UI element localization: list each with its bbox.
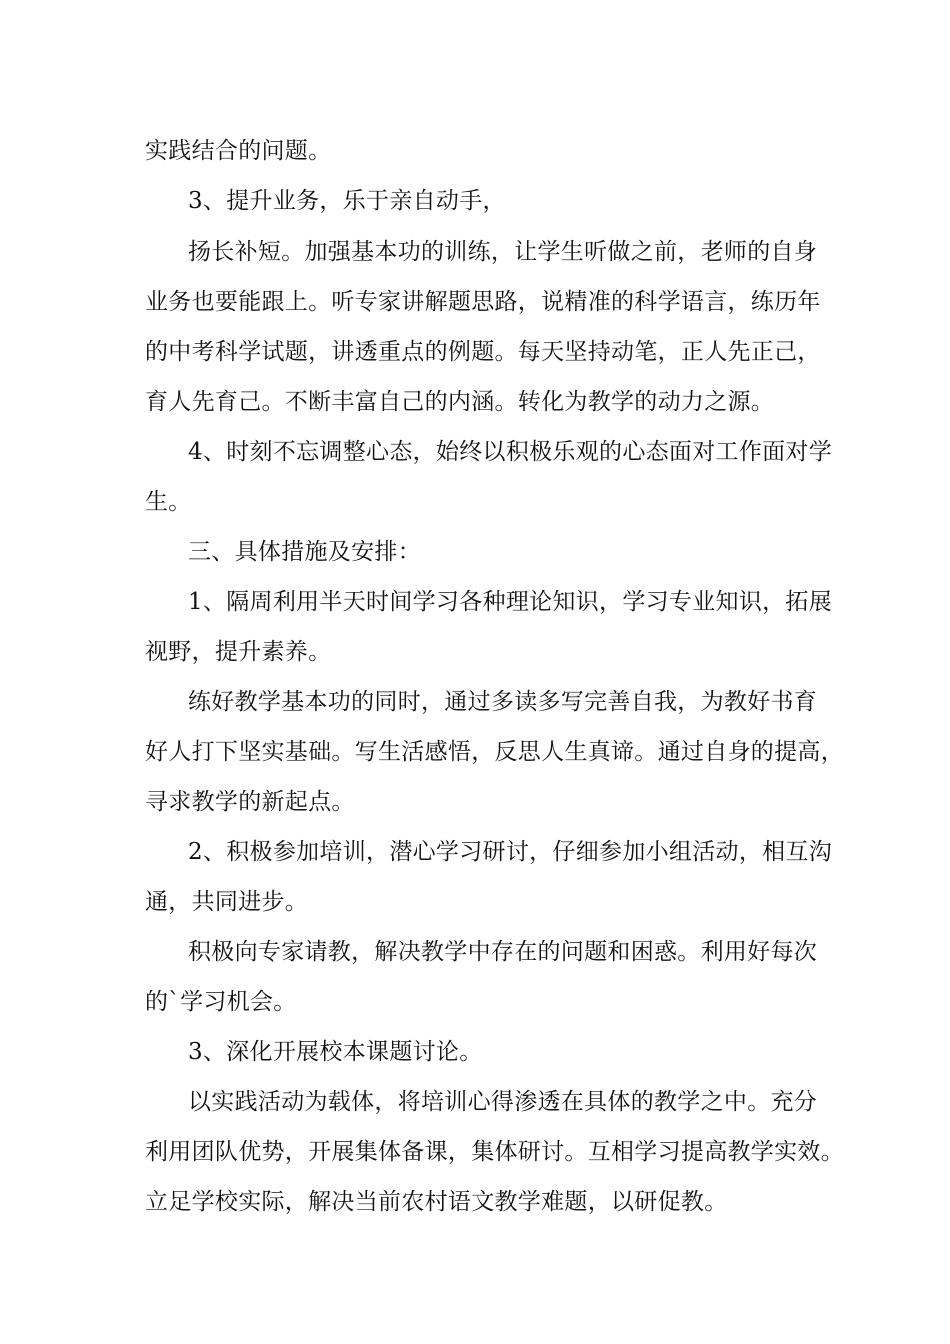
text-line: 业务也要能跟上。听专家讲解题思路，说精准的科学语言，练历年: [145, 289, 821, 315]
text-line: 扬长补短。加强基本功的训练，让学生听做之前，老师的自身: [188, 239, 818, 265]
text-line: 2、积极参加培训，潜心学习研讨，仔细参加小组活动，相互沟: [188, 839, 833, 865]
text-line: 生。: [145, 489, 192, 515]
text-line: 3、深化开展校本课题讨论。: [188, 1039, 483, 1065]
text-line: 利用团队优势，开展集体备课，集体研讨。互相学习提高教学实效。: [145, 1139, 844, 1165]
text-line: 的中考科学试题，讲透重点的例题。每天坚持动笔，正人先正己，: [145, 339, 821, 365]
text-line: 以实践活动为载体，将培训心得渗透在具体的教学之中。充分: [188, 1089, 818, 1115]
text-line: 的`学习机会。: [145, 989, 297, 1015]
text-line: 育人先育己。不断丰富自己的内涵。转化为教学的动力之源。: [145, 389, 775, 415]
section-heading: 三、具体措施及安排：: [188, 539, 421, 565]
text-line: 视野，提升素养。: [145, 639, 332, 665]
text-line: 4、时刻不忘调整心态，始终以积极乐观的心态面对工作面对学: [188, 439, 833, 465]
text-line: 1、隔周利用半天时间学习各种理论知识，学习专业知识，拓展: [188, 589, 833, 615]
text-line: 立足学校实际，解决当前农村语文教学难题，以研促教。: [145, 1189, 728, 1215]
text-line: 好人打下坚实基础。写生活感悟，反思人生真谛。通过自身的提高，: [145, 739, 844, 765]
text-line: 3、提升业务，乐于亲自动手，: [188, 188, 506, 214]
text-line: 练好教学基本功的同时，通过多读多写完善自我，为教好书育: [188, 689, 818, 715]
text-line: 通，共同进步。: [145, 889, 309, 915]
text-line: 实践结合的问题。: [145, 138, 332, 164]
text-line: 积极向专家请教，解决教学中存在的问题和困惑。利用好每次: [188, 939, 818, 965]
text-line: 寻求教学的新起点。: [145, 789, 355, 815]
